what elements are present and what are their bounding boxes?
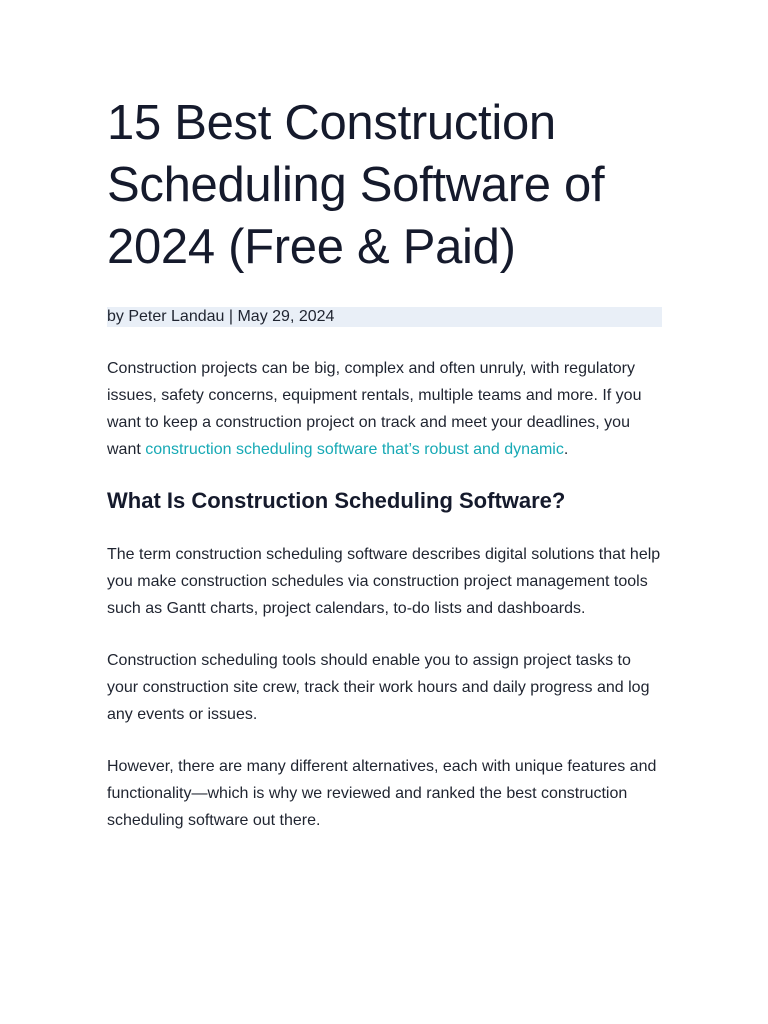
article <box>107 92 662 834</box>
alternatives-paragraph: However, there are many different alternatives, each with unique features and functionality—which is why we reviewed and ranked the best construction scheduling software out there. <box>107 758 657 829</box>
definition-paragraph: The term construction scheduling software describes digital solutions that help you make construction schedules via construction project management tools such as Gantt charts, project calendars, to-do lists and dashboards. <box>107 546 661 617</box>
article-title: 15 Best Construction Scheduling Software of 2024 (Free & Paid) <box>107 96 605 274</box>
intro-text-before-link: Construction projects can be big, complex and often unruly, with regulatory issues, safety concerns, equipment rentals, multiple teams and more. If you want to keep a construction project on track and meet your deadlines, you want <box>107 360 642 458</box>
article-byline: by Peter Landau | May 29, 2024 <box>107 307 662 327</box>
intro-text-after-link: . <box>563 441 569 458</box>
intro-paragraph <box>107 355 662 463</box>
construction-scheduling-software-link[interactable]: construction scheduling software that’s robust and dynamic <box>145 441 564 458</box>
section-heading: What Is Construction Scheduling Software? <box>107 488 566 513</box>
tools-paragraph: Construction scheduling tools should enable you to assign project tasks to your construction site crew, track their work hours and daily progress and log any events or issues. <box>107 652 650 723</box>
